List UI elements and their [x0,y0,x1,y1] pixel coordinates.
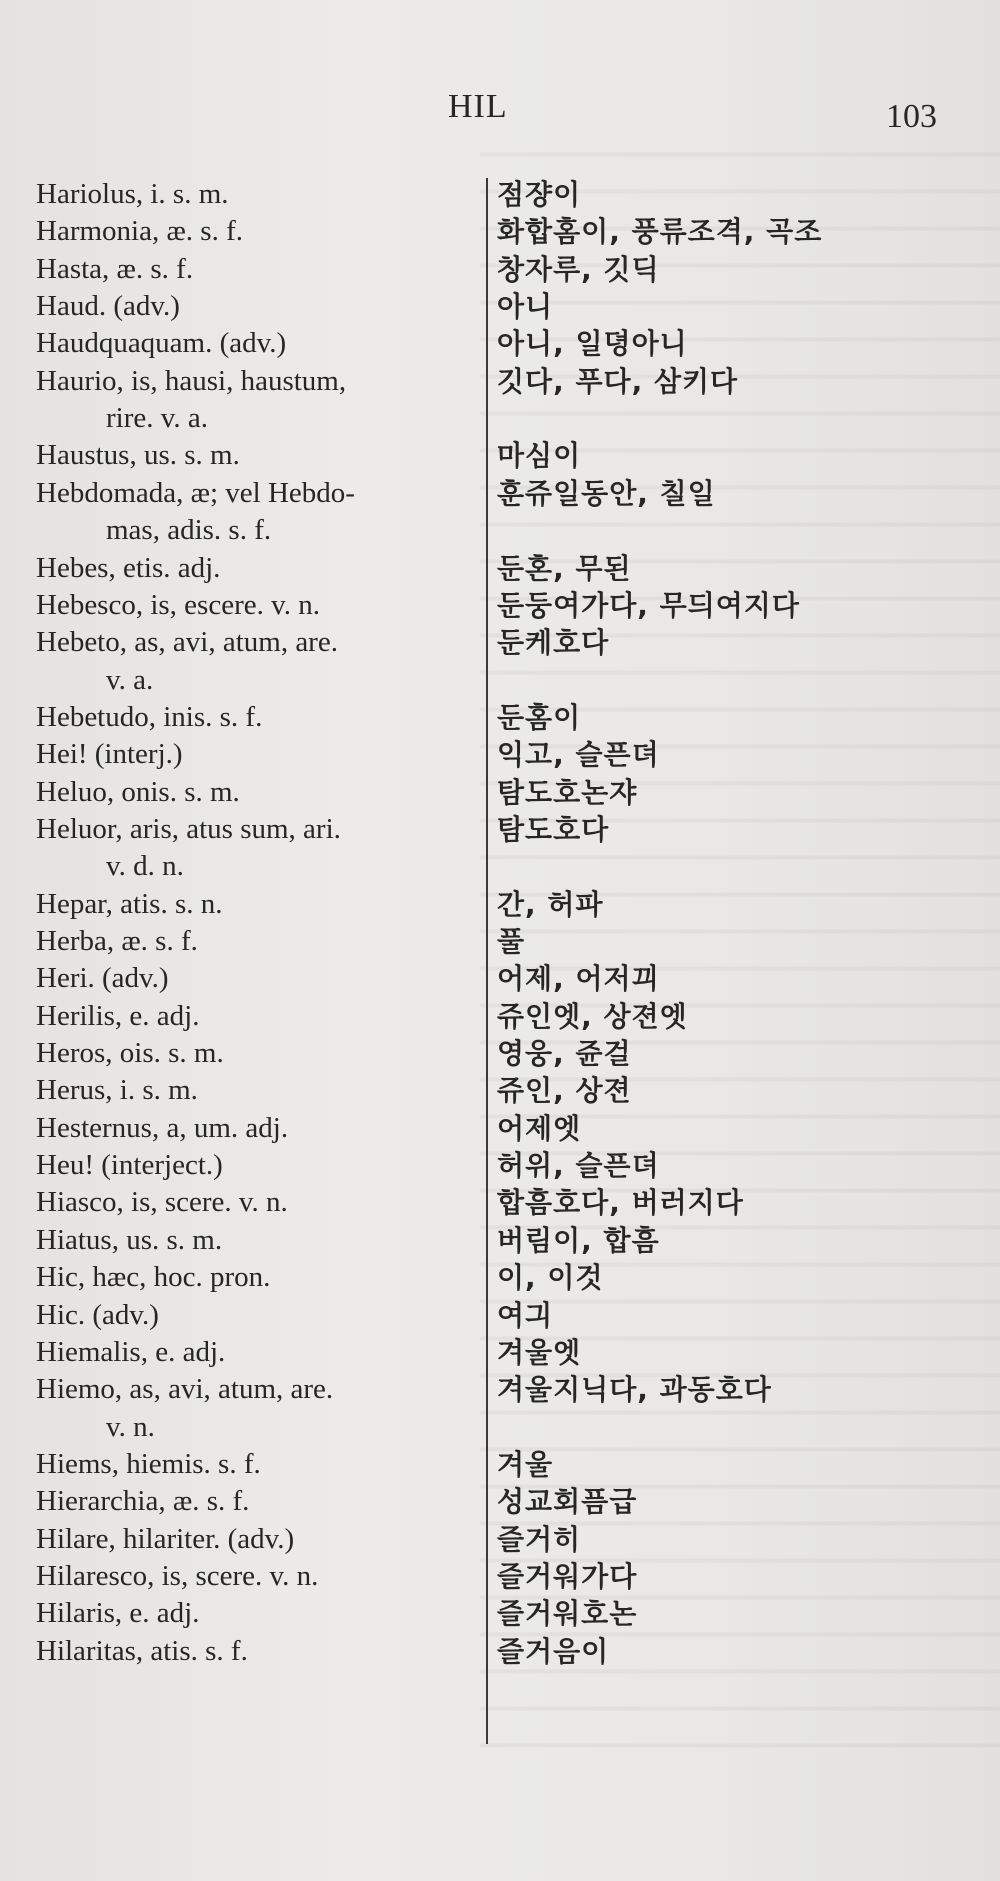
latin-headword: Hebes, etis. adj. [36,552,221,584]
latin-headword: Herus, i. s. m. [36,1074,198,1106]
korean-gloss: 버림이, 합흠 [497,1224,660,1257]
korean-gloss: 이, 이것 [497,1261,604,1294]
korean-gloss: 아니, 일뎡아니 [497,327,688,360]
latin-headword: v. d. n. [106,850,184,882]
korean-gloss: 즐거음이 [497,1635,610,1668]
latin-headword: Harmonia, æ. s. f. [36,215,243,247]
latin-headword: Hilaritas, atis. s. f. [36,1635,248,1667]
korean-gloss: 간, 허파 [497,888,604,921]
korean-gloss: 쥬인엣, 상젼엣 [497,1000,688,1033]
korean-gloss: 둔홈이 [497,701,582,734]
korean-gloss: 즐거워가다 [497,1560,638,1593]
korean-gloss: 합흠호다, 버러지다 [497,1186,744,1219]
latin-headword: Hilare, hilariter. (adv.) [36,1523,295,1555]
korean-gloss: 겨울엣 [497,1336,582,1369]
latin-headword: Hebeto, as, avi, atum, are. [36,626,338,658]
latin-headword: Heu! (interject.) [36,1149,223,1181]
korean-gloss: 탐도호다 [497,813,610,846]
korean-gloss: 탐도호논쟈 [497,776,638,809]
latin-headword: Hiems, hiemis. s. f. [36,1448,261,1480]
latin-headword: Hic. (adv.) [36,1299,159,1331]
korean-gloss: 영웅, 쥰걸 [497,1037,632,1070]
korean-gloss: 아니 [497,290,554,323]
latin-headword: Heros, ois. s. m. [36,1037,224,1069]
latin-headword: Hebetudo, inis. s. f. [36,701,263,733]
latin-headword: Hesternus, a, um. adj. [36,1112,289,1144]
korean-gloss: 즐거히 [497,1523,582,1556]
latin-headword: v. a. [106,664,154,696]
korean-gloss: 허위, 슬픈뎌 [497,1149,660,1182]
latin-headword: Hasta, æ. s. f. [36,253,194,285]
korean-gloss: 여긔 [497,1299,554,1332]
korean-gloss: 어제엣 [497,1112,582,1145]
korean-gloss: 겨울지닉다, 과동호다 [497,1373,772,1406]
latin-headword: Hiatus, us. s. m. [36,1224,223,1256]
latin-headword: Hic, hæc, hoc. pron. [36,1261,271,1293]
latin-headword: Haudquaquam. (adv.) [36,327,287,359]
latin-headword: rire. v. a. [106,402,208,434]
latin-headword: Hebdomada, æ; vel Hebdo- [36,477,355,509]
korean-gloss: 점쟝이 [497,178,582,211]
korean-gloss: 익고, 슬픈뎌 [497,738,660,771]
latin-headword: Hiasco, is, scere. v. n. [36,1186,288,1218]
korean-gloss: 깃다, 푸다, 삼키다 [497,365,739,398]
korean-gloss: 훈쥬일동안, 칠일 [497,477,716,510]
korean-gloss: 화합홈이, 풍류조격, 곡조 [497,215,823,248]
latin-headword: Heluor, aris, atus sum, ari. [36,813,341,845]
latin-headword: Haustus, us. s. m. [36,439,240,471]
latin-headword: Haurio, is, hausi, haustum, [36,365,347,397]
latin-headword: Hebesco, is, escere. v. n. [36,589,320,621]
running-head: HIL [448,88,508,125]
korean-gloss: 쥬인, 상젼 [497,1074,632,1107]
latin-headword: Hariolus, i. s. m. [36,178,229,210]
latin-headword: Hiemo, as, avi, atum, are. [36,1373,334,1405]
latin-headword: Herba, æ. s. f. [36,925,198,957]
korean-gloss: 둔케호다 [497,626,610,659]
latin-headword: Hierarchia, æ. s. f. [36,1485,250,1517]
latin-headword: Hepar, atis. s. n. [36,888,223,920]
korean-gloss: 둔둥여가다, 무듸여지다 [497,589,800,622]
korean-gloss: 마심이 [497,439,582,472]
latin-headword: mas, adis. s. f. [106,514,272,546]
korean-gloss: 겨울 [497,1448,554,1481]
latin-headword: Hilaris, e. adj. [36,1597,200,1629]
latin-headword: Hei! (interj.) [36,738,183,770]
korean-gloss: 풀 [497,925,526,958]
latin-headword: Hilaresco, is, scere. v. n. [36,1560,319,1592]
korean-gloss: 성교회픔급 [497,1485,638,1518]
latin-headword: Herilis, e. adj. [36,1000,200,1032]
korean-gloss: 즐거워호논 [497,1597,638,1630]
latin-headword: Hiemalis, e. adj. [36,1336,226,1368]
korean-gloss: 창자루, 깃딕 [497,253,660,286]
latin-headword: Heri. (adv.) [36,962,169,994]
korean-gloss: 어제, 어저끠 [497,962,660,995]
page-number: 103 [886,98,937,135]
latin-headword: v. n. [106,1411,155,1443]
korean-gloss: 둔혼, 무된 [497,552,632,585]
latin-headword: Heluo, onis. s. m. [36,776,240,808]
latin-headword: Haud. (adv.) [36,290,180,322]
